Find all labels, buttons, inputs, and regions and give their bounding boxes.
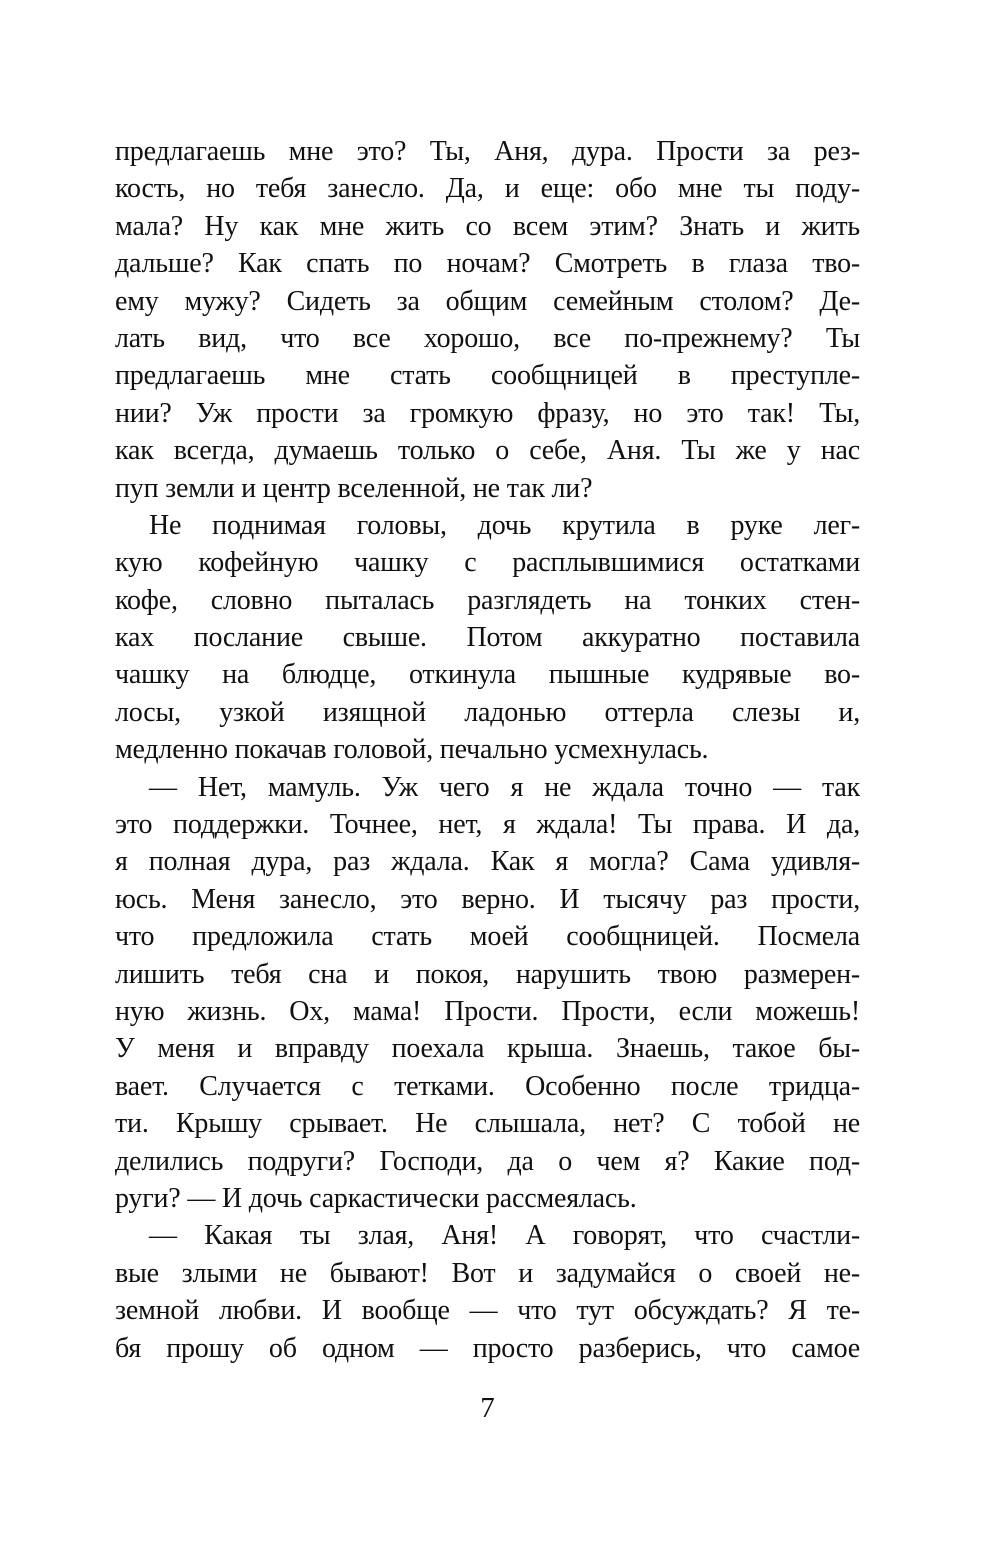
text-line: У меня и вправду поехала крыша. Знаешь, такое бы- (115, 1033, 860, 1065)
text-line: вает. Случается с тетками. Особенно после тридца- (115, 1070, 860, 1102)
text-line: мала? Ну как мне жить со всем этим? Знать и жить (115, 210, 860, 242)
text-line: лать вид, что все хорошо, все по-прежнему? Ты (115, 322, 860, 354)
text-line: как всегда, думаешь только о себе, Аня. Ты же у нас (115, 435, 860, 467)
text-line: ках послание свыше. Потом аккуратно поставила (115, 622, 860, 654)
text-line: — Нет, мамуль. Уж чего я не ждала точно — так (149, 771, 860, 803)
text-line: ти. Крышу срывает. Не слышала, нет? С тобой не (115, 1108, 860, 1140)
text-line: чашку на блюдце, откинула пышные кудрявые во- (115, 659, 860, 691)
text-line: лосы, узкой изящной ладонью оттерла слезы и, (115, 696, 860, 728)
text-line: пуп земли и центр вселенной, не так ли? (115, 472, 593, 504)
text-line: дальше? Как спать по ночам? Смотреть в глаза тво- (115, 248, 860, 280)
text-line: медленно покачав головой, печально усмехнулась. (115, 734, 709, 766)
text-line: кую кофейную чашку с расплывшимися остатками (115, 547, 860, 579)
text-line: ную жизнь. Ох, мама! Прости. Прости, если можешь! (115, 995, 860, 1027)
text-line: нии? Уж прости за громкую фразу, но это так! Ты, (115, 397, 860, 429)
page-number: 7 (480, 1392, 495, 1424)
text-line: бя прошу об одном — просто разберись, что самое (115, 1332, 860, 1364)
text-line: Не поднимая головы, дочь крутила в руке лег- (149, 509, 860, 541)
text-line: предлагаешь мне стать сообщницей в преступле- (115, 360, 860, 392)
text-line: лишить тебя сна и покоя, нарушить твою размерен- (115, 958, 860, 990)
text-line: — Какая ты злая, Аня! А говорят, что счастли- (149, 1220, 860, 1252)
text-line: я полная дура, раз ждала. Как я могла? Сама удивля- (115, 846, 860, 878)
text-line: вые злыми не бывают! Вот и задумайся о своей не- (115, 1257, 860, 1289)
text-line: кофе, словно пыталась разглядеть на тонких стен- (115, 584, 860, 616)
text-line: земной любви. И вообще — что тут обсуждать? Я те- (115, 1295, 860, 1327)
text-line: делились подруги? Господи, да о чем я? Какие под- (115, 1145, 860, 1177)
page-text-block (115, 133, 860, 1367)
text-line: кость, но тебя занесло. Да, и еще: обо мне ты поду- (115, 173, 860, 205)
text-line: руги? — И дочь саркастически рассмеялась. (115, 1182, 637, 1214)
text-line: юсь. Меня занесло, это верно. И тысячу раз прости, (115, 883, 860, 915)
text-line: это поддержки. Точнее, нет, я ждала! Ты права. И да, (115, 809, 860, 841)
text-line: что предложила стать моей сообщницей. Посмела (115, 921, 860, 953)
text-line: предлагаешь мне это? Ты, Аня, дура. Прости за рез- (115, 136, 860, 167)
text-line: ему мужу? Сидеть за общим семейным столом? Де- (115, 285, 860, 317)
